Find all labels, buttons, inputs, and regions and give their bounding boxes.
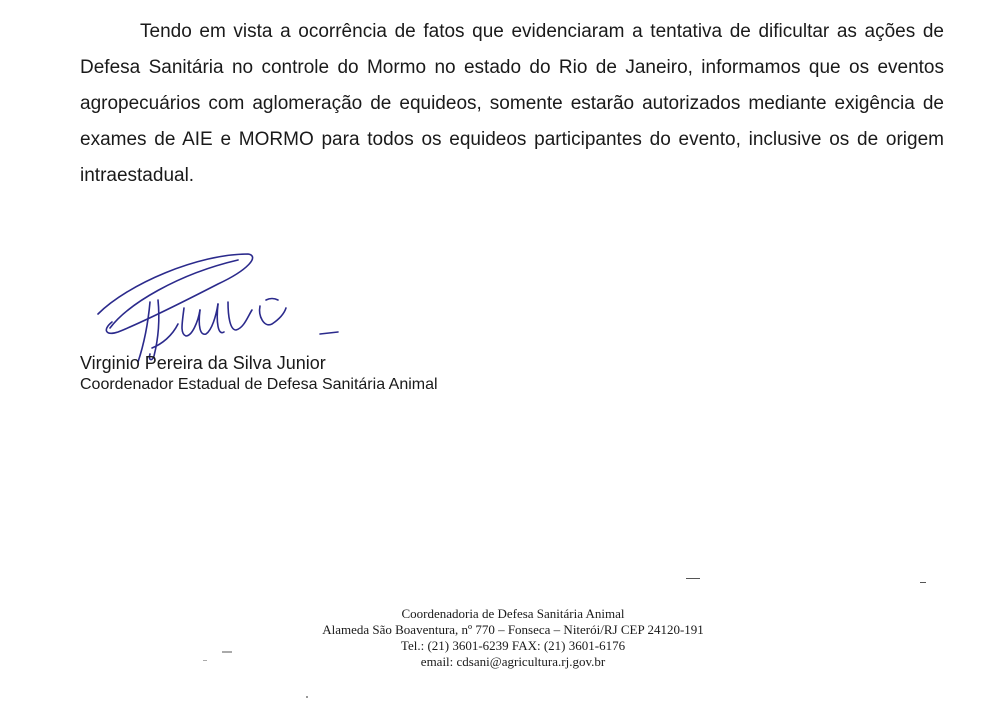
footer-email: email: cdsani@agricultura.rj.gov.br — [420, 654, 606, 669]
body-paragraph: Tendo em vista a ocorrência de fatos que evidenciaram a tentativa de dificultar as ações de Defesa Sanitária no controle do Mormo no estado do Rio de Janeiro, informamos que os eventos agropecuários com aglomeração de equideos, somente estarão autorizados mediante exigência de exames de AIE e MORMO para todos os equideos participantes do evento, inclusive os de origem intraestadual. — [80, 21, 944, 186]
footer-address: Alameda São Boaventura, nº 770 – Fonseca – Niterói/RJ CEP 24120-191 — [322, 622, 704, 637]
scan-speck — [306, 696, 308, 698]
footer — [280, 606, 746, 670]
scan-speck — [203, 660, 207, 661]
scan-speck — [686, 578, 700, 579]
scan-speck — [920, 582, 926, 583]
footer-organization: Coordenadoria de Defesa Sanitária Animal — [401, 606, 625, 621]
scan-speck — [222, 651, 232, 653]
signer-name: Virginio Pereira da Silva Junior — [80, 353, 326, 373]
signer-title: Coordenador Estadual de Defesa Sanitária Animal — [80, 376, 438, 393]
footer-phone-fax: Tel.: (21) 3601-6239 FAX: (21) 3601-6176 — [400, 638, 626, 653]
